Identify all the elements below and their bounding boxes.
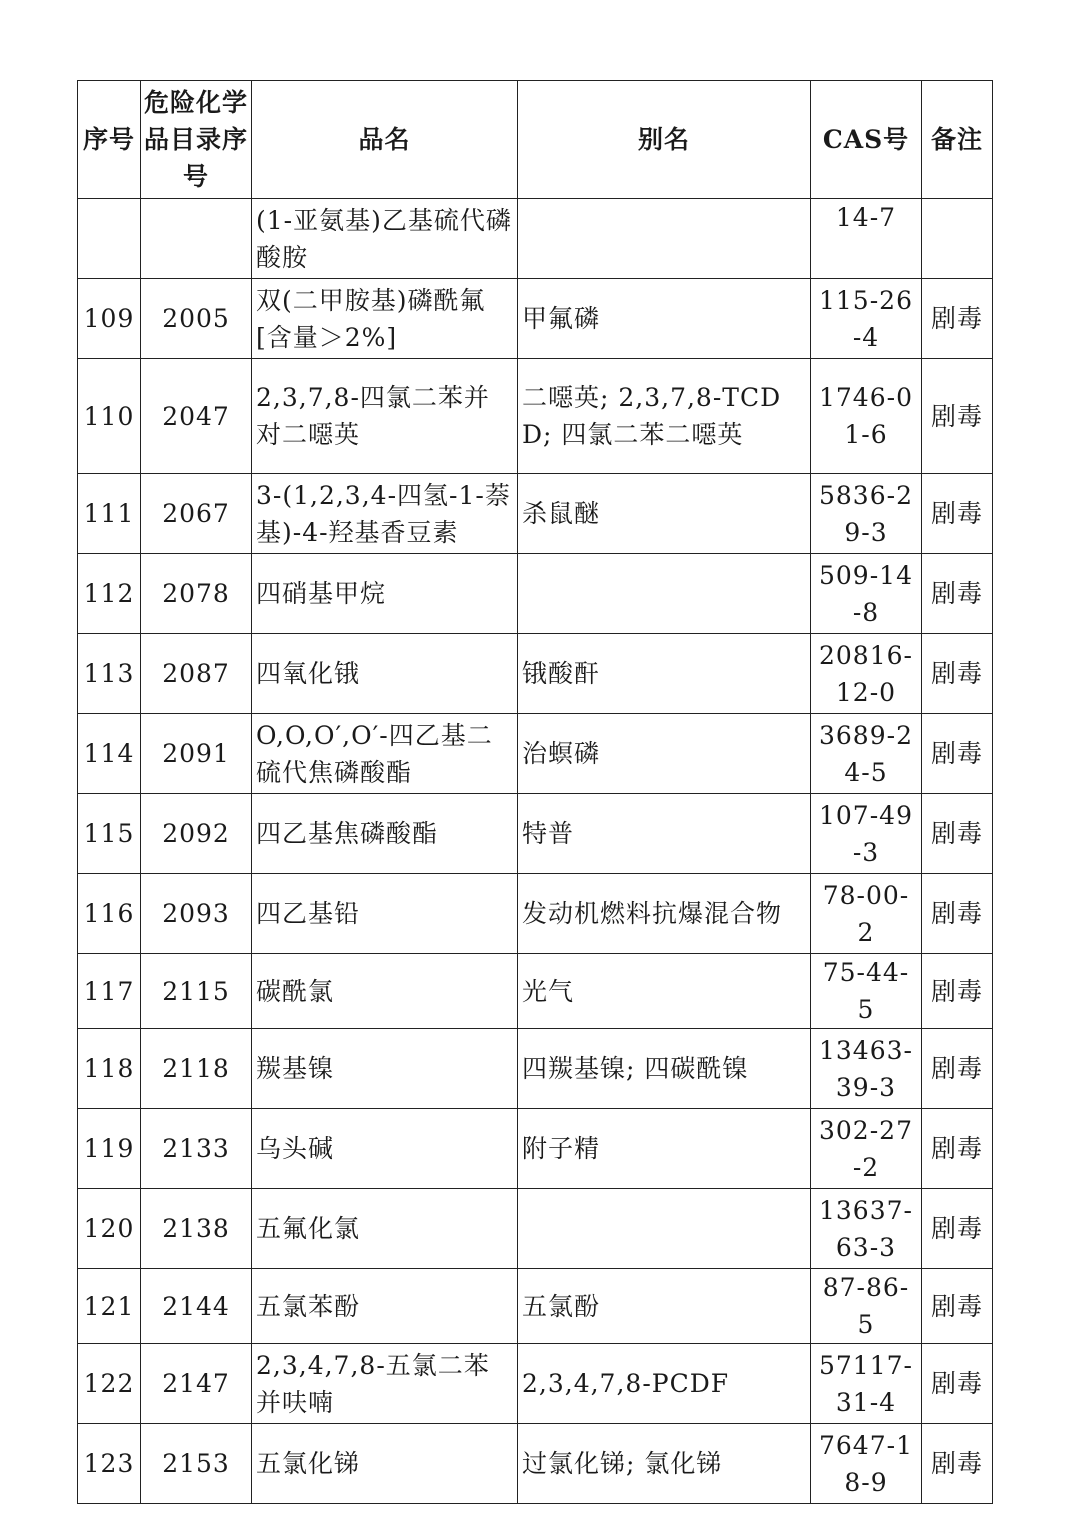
cell-seq: 109 (78, 279, 141, 359)
cell-seq: 121 (78, 1269, 141, 1344)
cell-product-name: O,O,O′,O′-四乙基二硫代焦磷酸酯 (252, 714, 518, 794)
table-row (78, 1424, 993, 1504)
cell-alias: 治螟磷 (518, 714, 811, 794)
cell-catalog-number: 2067 (141, 474, 252, 554)
cell-note: 剧毒 (922, 1424, 993, 1504)
cell-cas-number: 7647-18-9 (811, 1424, 922, 1504)
cell-catalog-number: 2144 (141, 1269, 252, 1344)
table-row (78, 1344, 993, 1424)
cell-catalog-number: 2092 (141, 794, 252, 874)
cell-alias: 过氯化锑; 氯化锑 (518, 1424, 811, 1504)
cell-catalog-number: 2078 (141, 554, 252, 634)
header-row (78, 81, 993, 199)
cell-cas-number: 13637-63-3 (811, 1189, 922, 1269)
cell-alias: 2,3,4,7,8-PCDF (518, 1344, 811, 1424)
cell-product-name: 2,3,4,7,8-五氯二苯并呋喃 (252, 1344, 518, 1424)
cell-cas-number: 78-00-2 (811, 874, 922, 954)
cell-cas-number: 14-7 (811, 199, 922, 279)
cell-note: 剧毒 (922, 359, 993, 474)
cell-product-name: 乌头碱 (252, 1109, 518, 1189)
cell-note: 剧毒 (922, 1344, 993, 1424)
cell-product-name: 双(二甲胺基)磷酰氟[含量＞2%] (252, 279, 518, 359)
cell-catalog-number: 2047 (141, 359, 252, 474)
cell-cas-number: 1746-01-6 (811, 359, 922, 474)
cell-note: 剧毒 (922, 1189, 993, 1269)
cell-product-name: 碳酰氯 (252, 954, 518, 1029)
cell-cas-number: 107-49-3 (811, 794, 922, 874)
cell-cas-number: 3689-24-5 (811, 714, 922, 794)
cell-product-name: (1-亚氨基)乙基硫代磷酸胺 (252, 199, 518, 279)
cell-catalog-number: 2091 (141, 714, 252, 794)
cell-cas-number: 509-14-8 (811, 554, 922, 634)
cell-product-name: 五氯苯酚 (252, 1269, 518, 1344)
hazardous-chemicals-table (77, 80, 993, 1504)
header-seq: 序号 (78, 81, 141, 199)
cell-product-name: 四乙基焦磷酸酯 (252, 794, 518, 874)
cell-product-name: 3-(1,2,3,4-四氢-1-萘基)-4-羟基香豆素 (252, 474, 518, 554)
cell-seq: 114 (78, 714, 141, 794)
cell-cas-number: 57117-31-4 (811, 1344, 922, 1424)
table-row (78, 1269, 993, 1344)
table-row (78, 1109, 993, 1189)
table-row (78, 554, 993, 634)
cell-product-name: 五氯化锑 (252, 1424, 518, 1504)
table-row (78, 359, 993, 474)
table-row (78, 954, 993, 1029)
cell-seq: 112 (78, 554, 141, 634)
cell-alias: 光气 (518, 954, 811, 1029)
cell-alias (518, 199, 811, 279)
cell-seq: 120 (78, 1189, 141, 1269)
cell-catalog-number: 2005 (141, 279, 252, 359)
cell-seq: 118 (78, 1029, 141, 1109)
cell-product-name: 四硝基甲烷 (252, 554, 518, 634)
header-cas-number: CAS号 (811, 81, 922, 199)
cell-alias: 甲氟磷 (518, 279, 811, 359)
cell-seq: 115 (78, 794, 141, 874)
cell-note: 剧毒 (922, 1109, 993, 1189)
cell-note (922, 199, 993, 279)
cell-note: 剧毒 (922, 279, 993, 359)
cell-product-name: 羰基镍 (252, 1029, 518, 1109)
cell-cas-number: 5836-29-3 (811, 474, 922, 554)
cell-note: 剧毒 (922, 554, 993, 634)
cell-seq: 116 (78, 874, 141, 954)
cell-seq: 111 (78, 474, 141, 554)
header-catalog-number: 危险化学品目录序号 (141, 81, 252, 199)
cell-cas-number: 75-44-5 (811, 954, 922, 1029)
cell-alias: 五氯酚 (518, 1269, 811, 1344)
cell-cas-number: 87-86-5 (811, 1269, 922, 1344)
table-row (78, 199, 993, 279)
cell-alias: 发动机燃料抗爆混合物 (518, 874, 811, 954)
cell-alias: 杀鼠醚 (518, 474, 811, 554)
header-note: 备注 (922, 81, 993, 199)
table-row (78, 874, 993, 954)
cell-seq: 110 (78, 359, 141, 474)
cell-alias: 二噁英; 2,3,7,8-TCDD; 四氯二苯二噁英 (518, 359, 811, 474)
cell-note: 剧毒 (922, 874, 993, 954)
cell-alias: 四羰基镍; 四碳酰镍 (518, 1029, 811, 1109)
cell-seq: 117 (78, 954, 141, 1029)
cell-catalog-number: 2133 (141, 1109, 252, 1189)
cell-cas-number: 13463-39-3 (811, 1029, 922, 1109)
table-row (78, 794, 993, 874)
table-row (78, 1029, 993, 1109)
cell-seq: 119 (78, 1109, 141, 1189)
cell-note: 剧毒 (922, 1269, 993, 1344)
header-alias: 别名 (518, 81, 811, 199)
cell-product-name: 五氟化氯 (252, 1189, 518, 1269)
cell-catalog-number: 2147 (141, 1344, 252, 1424)
cell-cas-number: 302-27-2 (811, 1109, 922, 1189)
cell-product-name: 2,3,7,8-四氯二苯并对二噁英 (252, 359, 518, 474)
cell-catalog-number: 2118 (141, 1029, 252, 1109)
table-row (78, 634, 993, 714)
cell-product-name: 四乙基铅 (252, 874, 518, 954)
cell-cas-number: 20816-12-0 (811, 634, 922, 714)
cell-product-name: 四氧化锇 (252, 634, 518, 714)
cell-alias (518, 554, 811, 634)
cell-catalog-number: 2153 (141, 1424, 252, 1504)
cell-seq: 123 (78, 1424, 141, 1504)
cell-catalog-number: 2115 (141, 954, 252, 1029)
cell-cas-number: 115-26-4 (811, 279, 922, 359)
cell-alias: 特普 (518, 794, 811, 874)
cell-note: 剧毒 (922, 474, 993, 554)
cell-note: 剧毒 (922, 954, 993, 1029)
cell-note: 剧毒 (922, 1029, 993, 1109)
table-row (78, 474, 993, 554)
cell-alias: 锇酸酐 (518, 634, 811, 714)
cell-seq: 122 (78, 1344, 141, 1424)
table-row (78, 279, 993, 359)
cell-catalog-number: 2138 (141, 1189, 252, 1269)
cell-alias (518, 1189, 811, 1269)
cell-alias: 附子精 (518, 1109, 811, 1189)
cell-catalog-number (141, 199, 252, 279)
table-header (78, 81, 993, 199)
cell-catalog-number: 2093 (141, 874, 252, 954)
header-product-name: 品名 (252, 81, 518, 199)
cell-seq (78, 199, 141, 279)
table-row (78, 1189, 993, 1269)
cell-catalog-number: 2087 (141, 634, 252, 714)
table-row (78, 714, 993, 794)
cell-note: 剧毒 (922, 714, 993, 794)
cell-note: 剧毒 (922, 794, 993, 874)
table-body (78, 199, 993, 1504)
cell-seq: 113 (78, 634, 141, 714)
cell-note: 剧毒 (922, 634, 993, 714)
